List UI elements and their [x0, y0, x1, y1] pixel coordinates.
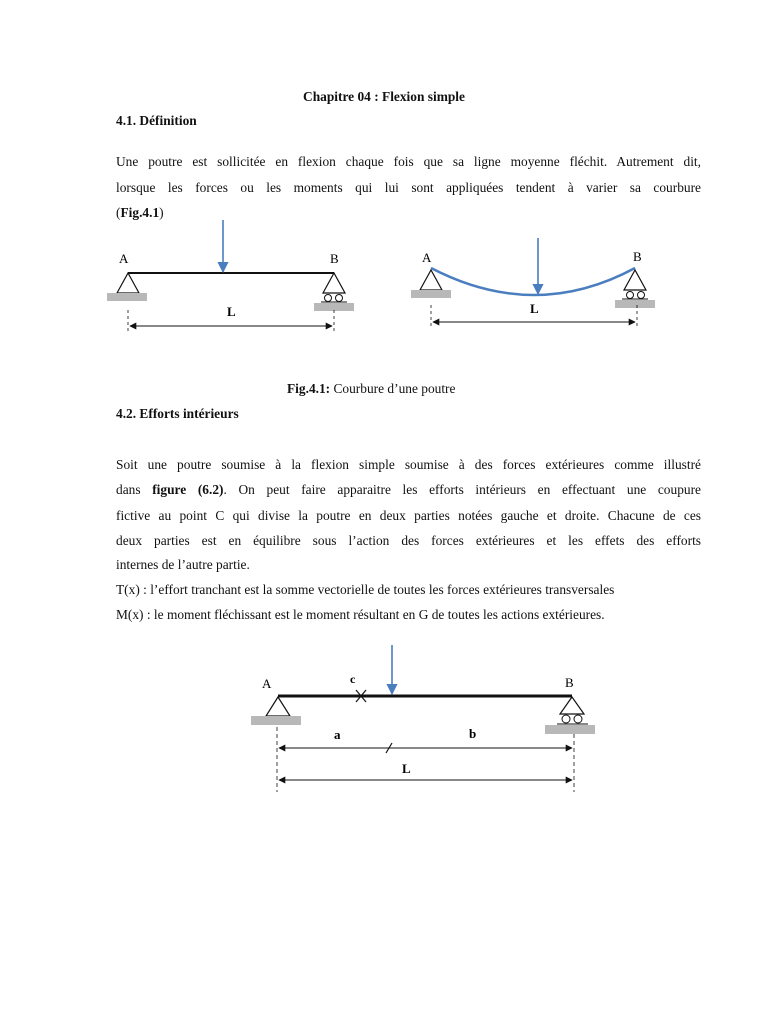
- ground-b: [615, 300, 655, 308]
- roller-support-b: [323, 273, 345, 293]
- caption-text: Courbure d’une poutre: [330, 381, 456, 396]
- paragraph-line: fictive au point C qui divise la poutre en deux parties notées gauche et droite. Chacune de ces: [116, 508, 701, 523]
- ground-a: [107, 293, 147, 301]
- roller-support-b: [560, 697, 584, 714]
- pin-support-a: [117, 273, 139, 293]
- roller-wheel: [336, 295, 343, 302]
- caption-ref: Fig.4.1:: [287, 381, 331, 396]
- roller-wheel: [325, 295, 332, 302]
- paragraph-line: deux parties est en équilibre sous l’action des forces extérieures et les effets des efforts: [116, 533, 701, 548]
- label-seg-b: b: [469, 726, 477, 741]
- ground-a: [411, 290, 451, 298]
- ground-a: [251, 716, 301, 725]
- chapter-title: Chapitre 04 : Flexion simple: [303, 89, 465, 104]
- figure-reference: figure (6.2): [152, 482, 224, 497]
- ground-b: [314, 303, 354, 311]
- straight-beam-figure: [107, 220, 354, 332]
- label-c: c: [350, 672, 356, 686]
- figure-caption: [287, 376, 455, 402]
- paragraph-line: M(x) : le moment fléchissant est le moment résultant en G de toutes les actions extérieures.: [116, 607, 605, 622]
- cut-beam-figure: [251, 645, 595, 792]
- roller-wheel: [562, 715, 570, 723]
- text-span: dans: [116, 482, 153, 497]
- paragraph-line: T(x) : l’effort tranchant est la somme vectorielle de toutes les forces extérieures transversales: [116, 582, 615, 597]
- paren-close: ): [159, 205, 164, 220]
- figure-reference: Fig.4.1: [120, 205, 160, 220]
- label-seg-a: a: [334, 727, 341, 742]
- paragraph-line: [116, 477, 701, 503]
- label-b: B: [330, 251, 339, 266]
- section-heading-efforts: 4.2. Efforts intérieurs: [116, 406, 239, 421]
- label-a: A: [262, 676, 272, 691]
- text-span: . On peut faire apparaitre les efforts intérieurs en effectuant une coupure: [223, 482, 701, 497]
- bent-beam-figure: [411, 238, 655, 328]
- roller-wheel: [638, 292, 645, 299]
- deflected-beam: [431, 268, 635, 295]
- section-heading-definition: 4.1. Définition: [116, 113, 197, 128]
- ground-b: [545, 725, 595, 734]
- label-l: L: [227, 304, 236, 319]
- label-l: L: [530, 301, 539, 316]
- roller-wheel: [574, 715, 582, 723]
- paragraph-line: internes de l’autre partie.: [116, 557, 250, 572]
- label-a: A: [119, 251, 129, 266]
- paragraph-line: Une poutre est sollicitée en flexion chaque fois que sa ligne moyenne fléchit. Autrement dit,: [116, 154, 701, 169]
- label-b: B: [565, 675, 574, 690]
- paragraph-line: Soit une poutre soumise à la flexion simple soumise à des forces extérieures comme illustré: [116, 457, 701, 472]
- roller-wheel: [627, 292, 634, 299]
- paragraph-line: lorsque les forces ou les moments qui lui sont appliquées tendent à varier sa courbure: [116, 180, 701, 195]
- pin-support-a: [266, 697, 290, 716]
- label-l: L: [402, 761, 411, 776]
- label-b: B: [633, 249, 642, 264]
- paren-open: (: [116, 205, 121, 220]
- label-a: A: [422, 250, 432, 265]
